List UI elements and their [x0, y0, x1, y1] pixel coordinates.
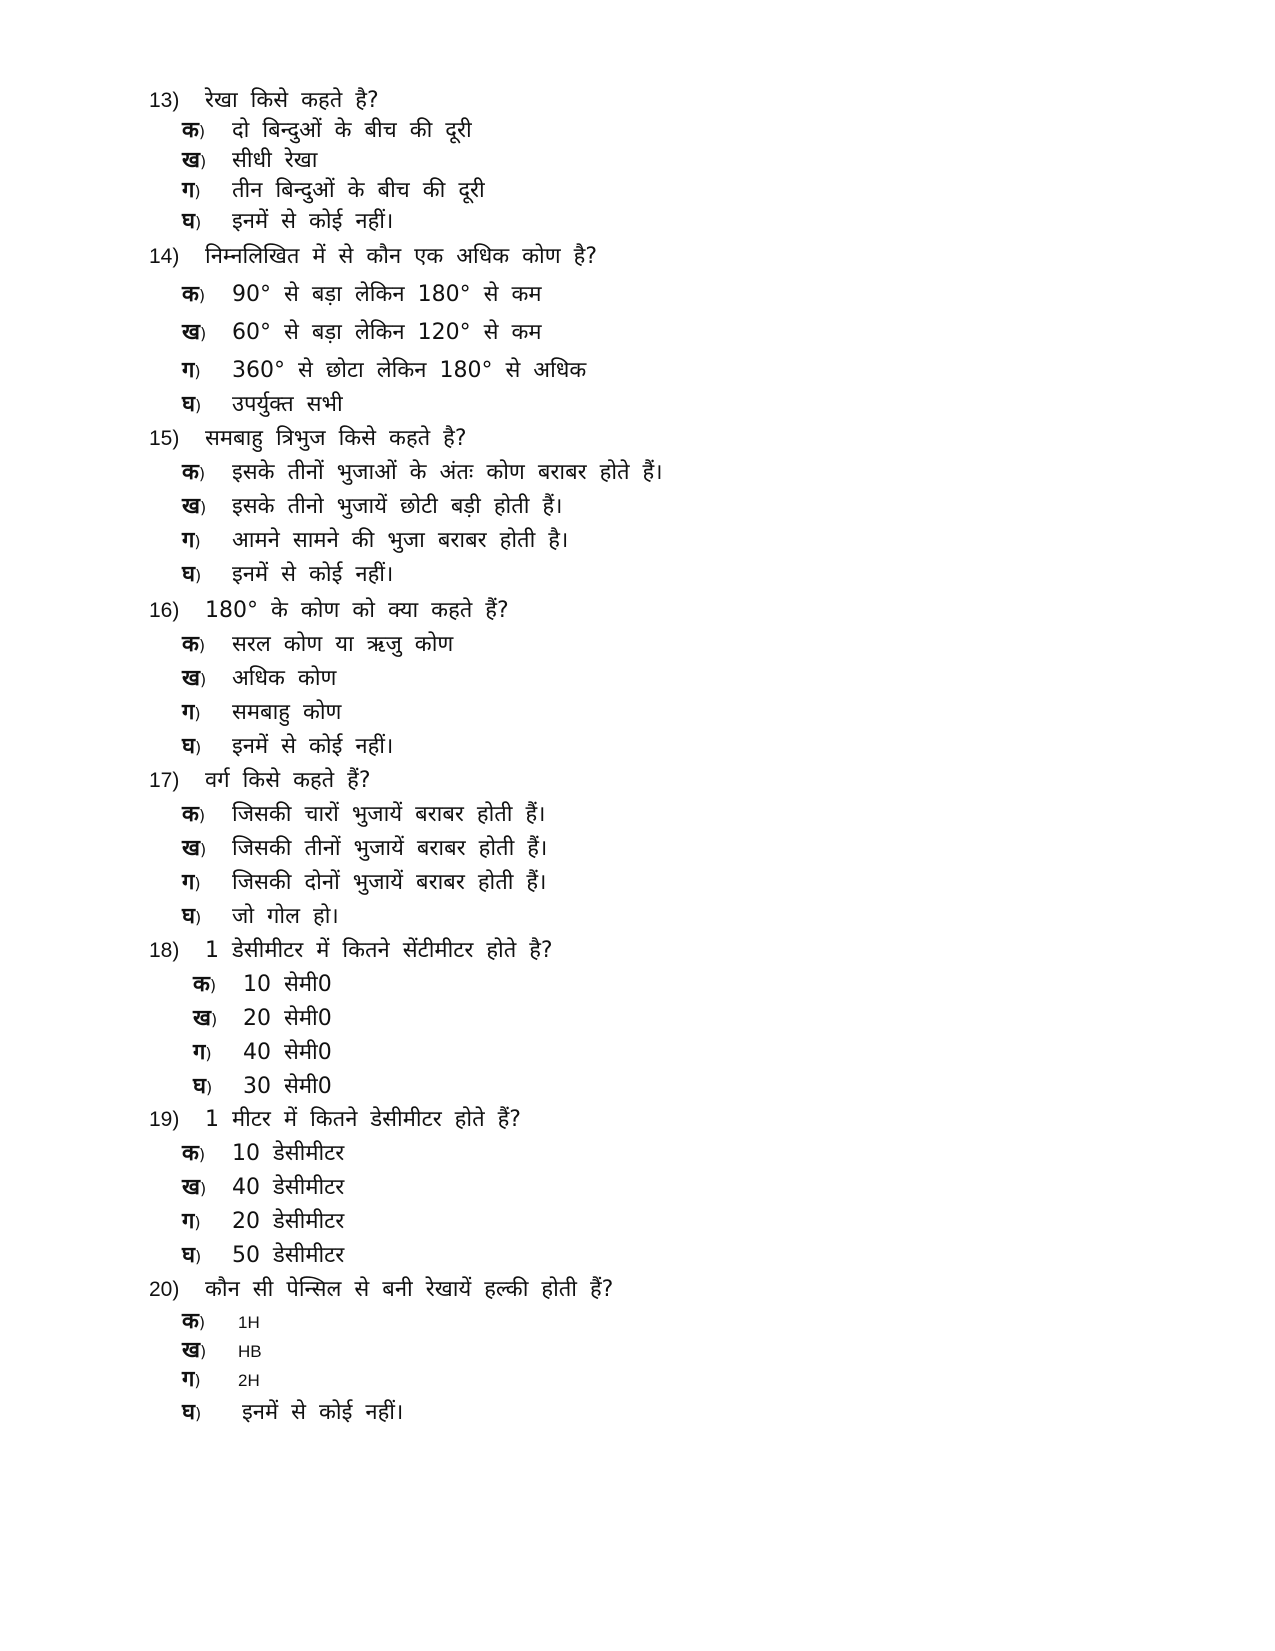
option-label: ग)	[182, 870, 201, 895]
option-19-gha	[182, 1241, 344, 1272]
option-text: जो गोल हो।	[232, 904, 339, 929]
option-15-gha	[182, 560, 393, 591]
option-text: 2H	[238, 1371, 260, 1390]
question-number: 18)	[149, 939, 180, 962]
option-text: HB	[238, 1342, 262, 1361]
question-text: वर्ग किसे कहते हैं?	[205, 768, 371, 793]
option-text: 60° से बड़ा लेकिन 120° से कम	[232, 320, 542, 345]
option-13-kha	[182, 146, 317, 177]
option-text: आमने सामने की भुजा बराबर होती है।	[232, 528, 569, 553]
option-14-gha	[182, 390, 343, 421]
option-label: ख)	[182, 666, 207, 691]
option-16-kha	[182, 664, 336, 695]
option-text: 10 डेसीमीटर	[232, 1141, 345, 1166]
question-text: रेखा किसे कहते है?	[205, 88, 379, 113]
option-text: 360° से छोटा लेकिन 180° से अधिक	[232, 358, 587, 383]
question-number: 19)	[149, 1108, 180, 1131]
question-18	[149, 936, 553, 966]
option-text: इनमें से कोई नहीं।	[232, 209, 394, 234]
option-14-kha	[182, 318, 542, 349]
question-text: 180° के कोण को क्या कहते हैं?	[205, 598, 509, 623]
option-text: सरल कोण या ऋजु कोण	[232, 632, 454, 657]
option-17-gha	[182, 902, 339, 933]
option-label: ग)	[182, 178, 201, 203]
option-19-kha	[182, 1173, 344, 1204]
option-text: जिसकी चारों भुजायें बराबर होती हैं।	[232, 802, 546, 827]
option-text: 90° से बड़ा लेकिन 180° से कम	[232, 282, 542, 307]
option-label: घ)	[182, 1400, 202, 1425]
option-14-ka	[182, 280, 542, 311]
option-label: ग)	[182, 358, 201, 383]
option-18-kha	[193, 1004, 332, 1035]
option-text: जिसकी तीनों भुजायें बराबर होती हैं।	[232, 836, 548, 861]
option-label: घ)	[182, 1243, 202, 1268]
question-number: 15)	[149, 427, 180, 450]
option-label: ख)	[182, 1175, 207, 1200]
option-20-kha	[182, 1336, 262, 1367]
option-13-gha	[182, 207, 393, 238]
question-17	[149, 766, 371, 796]
option-text: 10 सेमी0	[243, 972, 332, 997]
question-13	[149, 86, 379, 116]
option-20-ga	[182, 1365, 260, 1396]
option-label: ग)	[182, 700, 201, 725]
question-20	[149, 1275, 613, 1305]
option-text: 40 डेसीमीटर	[232, 1175, 345, 1200]
option-18-gha	[193, 1072, 332, 1103]
option-20-gha	[182, 1398, 403, 1429]
option-14-ga	[182, 356, 586, 387]
option-text: इसके तीनो भुजायें छोटी बड़ी होती हैं।	[232, 494, 563, 519]
option-17-ga	[182, 868, 546, 899]
option-label: क)	[182, 632, 206, 657]
question-text: कौन सी पेन्सिल से बनी रेखायें हल्की होती हैं?	[205, 1277, 614, 1302]
option-label: ख)	[182, 320, 207, 345]
question-number: 13)	[149, 89, 180, 112]
option-text: 1H	[238, 1313, 260, 1332]
option-text: 20 डेसीमीटर	[232, 1209, 345, 1234]
option-label: घ)	[182, 734, 202, 759]
option-label: ग)	[182, 1209, 201, 1234]
option-text: इनमें से कोई नहीं।	[232, 734, 394, 759]
option-text: उपर्युक्त सभी	[232, 392, 343, 417]
option-text: जिसकी दोनों भुजायें बराबर होती हैं।	[232, 870, 547, 895]
option-text: तीन बिन्दुओं के बीच की दूरी	[232, 178, 485, 203]
option-label: घ)	[193, 1074, 213, 1099]
option-label: ख)	[182, 148, 207, 173]
option-19-ka	[182, 1139, 344, 1170]
option-20-ka	[182, 1307, 260, 1338]
option-text: 40 सेमी0	[243, 1040, 332, 1065]
option-label: घ)	[182, 392, 202, 417]
option-label: क)	[182, 282, 206, 307]
option-label: ग)	[193, 1040, 212, 1065]
option-19-ga	[182, 1207, 344, 1238]
option-18-ka	[193, 970, 332, 1001]
option-15-ga	[182, 526, 568, 557]
option-label: क)	[182, 1141, 206, 1166]
option-13-ka	[182, 116, 472, 147]
question-16	[149, 596, 509, 626]
option-label: ग)	[182, 528, 201, 553]
option-label: क)	[182, 118, 206, 143]
option-label: क)	[182, 1309, 206, 1334]
option-label: ख)	[182, 836, 207, 861]
question-14	[149, 242, 597, 272]
option-text: इसके तीनों भुजाओं के अंतः कोण बराबर होते हैं।	[232, 460, 663, 485]
option-label: ख)	[182, 1338, 207, 1363]
question-number: 16)	[149, 599, 180, 622]
option-label: क)	[182, 802, 206, 827]
option-text: समबाहु कोण	[232, 700, 342, 725]
option-label: घ)	[182, 209, 202, 234]
question-text: 1 मीटर में कितने डेसीमीटर होते हैं?	[205, 1107, 521, 1132]
option-15-kha	[182, 492, 563, 523]
option-label: घ)	[182, 562, 202, 587]
option-text: इनमें से कोई नहीं।	[242, 1400, 404, 1425]
option-label: ग)	[182, 1367, 201, 1392]
option-16-gha	[182, 732, 393, 763]
option-text: अधिक कोण	[232, 666, 337, 691]
option-16-ga	[182, 698, 341, 729]
option-18-ga	[193, 1038, 332, 1069]
option-text: 20 सेमी0	[243, 1006, 332, 1031]
question-19	[149, 1105, 521, 1135]
option-13-ga	[182, 176, 485, 207]
option-label: ख)	[193, 1006, 218, 1031]
question-text: 1 डेसीमीटर में कितने सेंटीमीटर होते है?	[205, 938, 553, 963]
option-text: 30 सेमी0	[243, 1074, 332, 1099]
question-text: समबाहु त्रिभुज किसे कहते है?	[205, 426, 467, 451]
option-label: क)	[193, 972, 217, 997]
option-label: क)	[182, 460, 206, 485]
option-label: घ)	[182, 904, 202, 929]
question-number: 17)	[149, 769, 180, 792]
option-text: सीधी रेखा	[232, 148, 318, 173]
question-text: निम्नलिखित में से कौन एक अधिक कोण है?	[205, 244, 598, 269]
question-number: 14)	[149, 245, 180, 268]
question-15	[149, 424, 467, 454]
option-15-ka	[182, 458, 663, 489]
question-number: 20)	[149, 1278, 180, 1301]
option-text: 50 डेसीमीटर	[232, 1243, 345, 1268]
option-16-ka	[182, 630, 453, 661]
option-17-kha	[182, 834, 547, 865]
option-text: इनमें से कोई नहीं।	[232, 562, 394, 587]
option-text: दो बिन्दुओं के बीच की दूरी	[232, 118, 472, 143]
option-label: ख)	[182, 494, 207, 519]
option-17-ka	[182, 800, 546, 831]
